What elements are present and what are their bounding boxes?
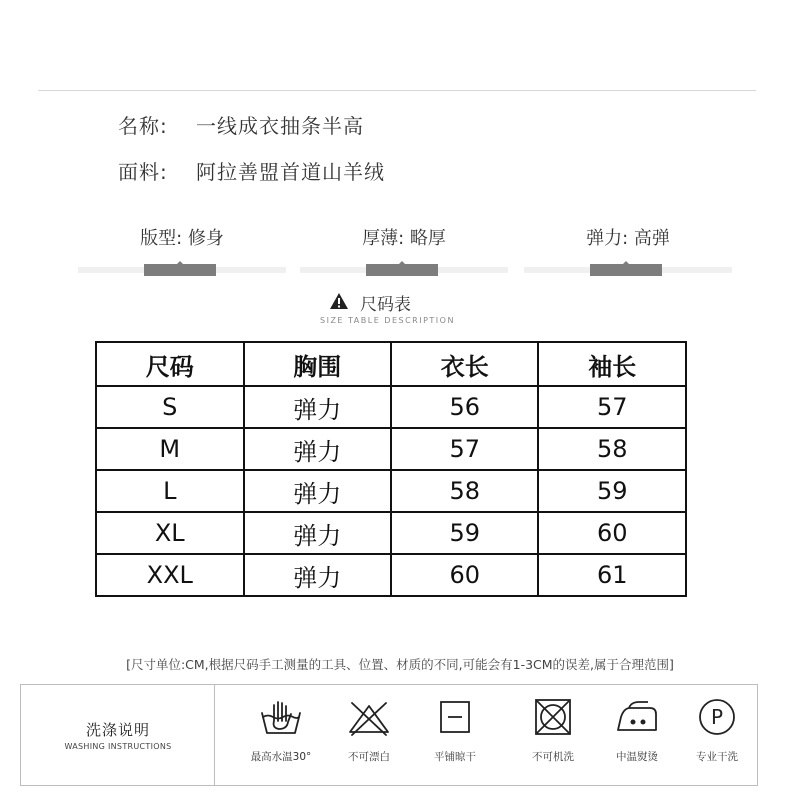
product-name-label: 名称: (118, 114, 168, 138)
top-divider (38, 90, 756, 91)
washing-instructions-panel (20, 684, 758, 786)
iron-medium-icon (615, 697, 659, 739)
care-item-label: 平铺晾干 (434, 751, 476, 763)
measurement-note: [尺寸单位:CM,根据尺码手工测量的工具、位置、材质的不同,可能会有1-3CM的误差,属于合理范围] (126, 657, 674, 672)
table-cell: 弹力 (244, 470, 391, 512)
no-machine-wash-icon (531, 697, 575, 739)
hand-wash-icon (259, 697, 303, 739)
table-cell: 59 (391, 512, 538, 554)
table-cell: M (96, 428, 244, 470)
attribute-fit-text: 版型: 修身 (140, 228, 224, 249)
table-cell: 60 (538, 512, 686, 554)
header-length: 衣长 (391, 342, 538, 386)
care-item-dry-flat (413, 697, 497, 773)
table-row (96, 428, 686, 470)
care-item-dry-clean (675, 697, 759, 773)
washing-subtitle: WASHING INSTRUCTIONS (64, 742, 172, 751)
table-cell: 59 (538, 470, 686, 512)
header-sleeve: 袖长 (538, 342, 686, 386)
product-name-value: 一线成衣抽条半高 (196, 114, 364, 138)
table-cell: 58 (538, 428, 686, 470)
care-item-iron-medium (595, 697, 679, 773)
no-bleach-icon (347, 697, 391, 739)
size-chart-header (320, 290, 480, 330)
table-cell: 弹力 (244, 554, 391, 596)
washing-title: 洗涤说明 (85, 721, 150, 739)
care-item-hand-wash (239, 697, 323, 773)
size-table-header-row (96, 342, 686, 386)
table-cell: XXL (96, 554, 244, 596)
attribute-thickness-indicator (366, 264, 438, 276)
table-cell: 弹力 (244, 512, 391, 554)
table-row (96, 470, 686, 512)
size-table (95, 341, 687, 597)
attribute-stretch-marker (622, 261, 630, 265)
product-fabric-row (118, 156, 385, 185)
attribute-stretch-text: 弹力: 高弹 (586, 228, 670, 249)
attribute-thickness (300, 226, 508, 276)
dry-clean-glyph: P (710, 705, 724, 729)
table-row (96, 554, 686, 596)
table-cell: 弹力 (244, 386, 391, 428)
care-item-label: 不可机洗 (532, 751, 574, 763)
table-cell: 58 (391, 470, 538, 512)
product-fabric-value: 阿拉善盟首道山羊绒 (196, 160, 385, 184)
care-item-label: 专业干洗 (696, 751, 738, 763)
header-size: 尺码 (96, 342, 244, 386)
attribute-fit-indicator (144, 264, 216, 276)
table-cell: 61 (538, 554, 686, 596)
care-item-no-machine-wash (511, 697, 595, 773)
table-cell: 弹力 (244, 428, 391, 470)
attribute-thickness-text: 厚薄: 略厚 (362, 228, 446, 249)
care-item-label: 最高水温30° (250, 751, 312, 763)
attribute-stretch (524, 226, 732, 276)
product-name-row (118, 110, 364, 139)
size-chart-title: 尺码表 (360, 295, 411, 315)
size-chart-subtitle: SIZE TABLE DESCRIPTION (320, 316, 455, 325)
care-item-label: 中温熨烫 (616, 751, 658, 763)
attribute-thickness-marker (398, 261, 406, 265)
dry-clean-icon (695, 697, 739, 739)
table-cell: XL (96, 512, 244, 554)
washing-label-block (21, 685, 215, 785)
care-item-label: 不可漂白 (348, 751, 390, 763)
care-item-no-bleach (327, 697, 411, 773)
table-cell: 57 (538, 386, 686, 428)
dry-flat-icon (433, 697, 477, 739)
table-cell: L (96, 470, 244, 512)
attribute-fit (78, 226, 286, 276)
table-cell: S (96, 386, 244, 428)
header-chest: 胸围 (244, 342, 391, 386)
warning-icon (329, 292, 349, 310)
table-cell: 60 (391, 554, 538, 596)
table-cell: 56 (391, 386, 538, 428)
product-fabric-label: 面料: (118, 160, 168, 184)
table-cell: 57 (391, 428, 538, 470)
table-row (96, 512, 686, 554)
table-row (96, 386, 686, 428)
attribute-stretch-indicator (590, 264, 662, 276)
attribute-fit-marker (176, 261, 184, 265)
